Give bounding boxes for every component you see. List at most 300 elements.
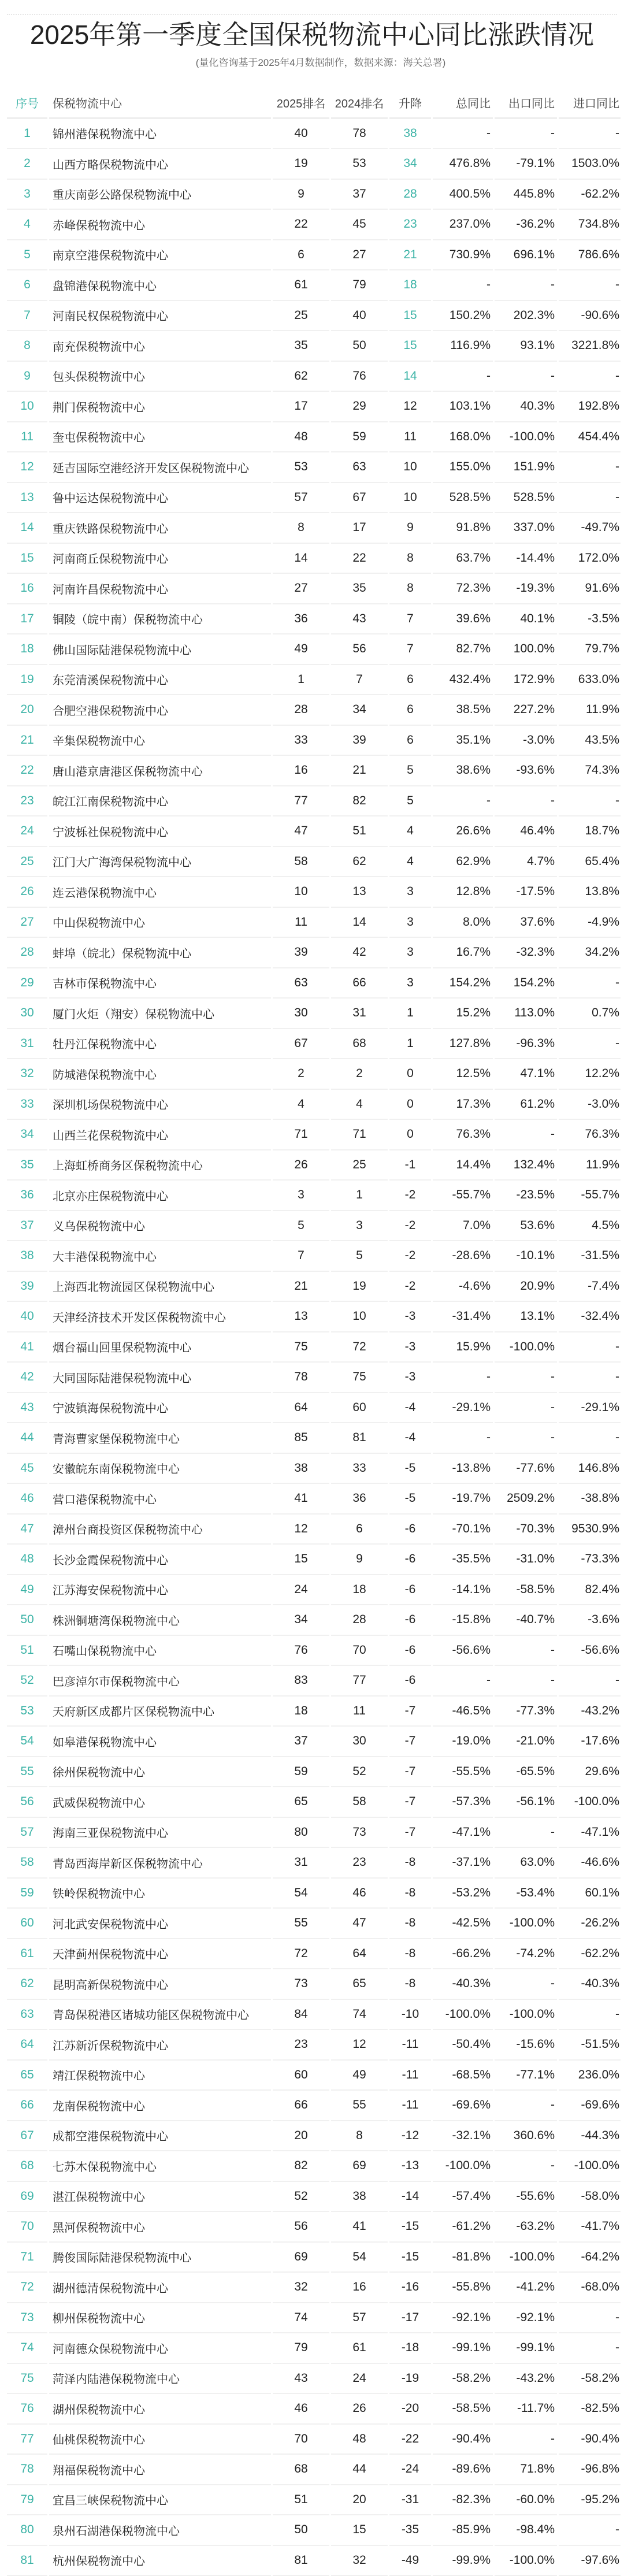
export-yoy-cell: 2509.2%: [495, 1484, 557, 1515]
table-row: [7, 1302, 621, 1332]
seq-cell: 38: [7, 1241, 47, 1272]
change-cell: 6: [389, 665, 431, 696]
rank-2024-cell: 10: [331, 1302, 388, 1332]
export-yoy-cell: -: [495, 2425, 557, 2455]
name-cell: 重庆铁路保税物流中心: [49, 513, 271, 544]
name-cell: 安徽皖东南保税物流中心: [49, 1454, 271, 1484]
total-yoy-cell: -46.5%: [433, 1697, 493, 1727]
ranking-table: [7, 88, 621, 2576]
rank-2025-cell: 12: [273, 1515, 329, 1545]
name-cell: 东莞清溪保税物流中心: [49, 665, 271, 696]
seq-cell: 12: [7, 452, 47, 483]
rank-2025-cell: 82: [273, 2151, 329, 2182]
rank-2025-cell: 31: [273, 1848, 329, 1879]
total-yoy-cell: 63.7%: [433, 544, 493, 574]
seq-cell: 23: [7, 786, 47, 817]
import-yoy-cell: -46.6%: [559, 1848, 621, 1879]
change-cell: -13: [389, 2151, 431, 2182]
total-yoy-cell: -: [433, 786, 493, 817]
total-yoy-cell: 15.9%: [433, 1332, 493, 1363]
table-row: [7, 270, 621, 301]
change-cell: -11: [389, 2030, 431, 2061]
rank-2025-cell: 69: [273, 2243, 329, 2273]
import-yoy-cell: 65.4%: [559, 847, 621, 878]
import-yoy-cell: 91.6%: [559, 574, 621, 604]
export-yoy-cell: -36.2%: [495, 210, 557, 240]
import-yoy-cell: -55.7%: [559, 1181, 621, 1211]
rank-2024-cell: 39: [331, 726, 388, 756]
table-row: [7, 2000, 621, 2031]
rank-2025-cell: 38: [273, 1454, 329, 1484]
rank-2025-cell: 72: [273, 1939, 329, 1970]
name-cell: 鲁中运达保税物流中心: [49, 483, 271, 514]
name-cell: 铁岭保税物流中心: [49, 1879, 271, 1909]
rank-2025-cell: 59: [273, 1757, 329, 1788]
rank-2024-cell: 2: [331, 1059, 388, 1090]
import-yoy-cell: -3.6%: [559, 1605, 621, 1636]
rank-2025-cell: 37: [273, 1727, 329, 1757]
total-yoy-cell: -99.1%: [433, 2333, 493, 2364]
import-yoy-cell: -: [559, 2515, 621, 2546]
rank-2024-cell: 72: [331, 1332, 388, 1363]
rank-2025-cell: 2: [273, 1059, 329, 1090]
export-yoy-cell: -58.5%: [495, 1575, 557, 1606]
name-cell: 青岛保税港区诸城功能区保税物流中心: [49, 2000, 271, 2031]
seq-cell: 51: [7, 1636, 47, 1666]
export-yoy-cell: 63.0%: [495, 1848, 557, 1879]
rank-2024-cell: 15: [331, 2515, 388, 2546]
seq-cell: 13: [7, 483, 47, 514]
rank-2024-cell: 47: [331, 1909, 388, 1939]
change-cell: -17: [389, 2303, 431, 2334]
table-row: [7, 1241, 621, 1272]
table-row: [7, 726, 621, 756]
import-yoy-cell: -40.3%: [559, 1969, 621, 2000]
rank-2024-cell: 19: [331, 1272, 388, 1302]
export-yoy-cell: -17.5%: [495, 877, 557, 908]
seq-cell: 35: [7, 1150, 47, 1181]
table-row: [7, 2546, 621, 2576]
name-cell: 仙桃保税物流中心: [49, 2425, 271, 2455]
change-cell: 0: [389, 1059, 431, 1090]
import-yoy-cell: -68.0%: [559, 2273, 621, 2303]
rank-2024-cell: 51: [331, 816, 388, 847]
seq-cell: 50: [7, 1605, 47, 1636]
import-yoy-cell: -: [559, 1363, 621, 1393]
import-yoy-cell: -38.8%: [559, 1484, 621, 1515]
export-yoy-cell: -: [495, 270, 557, 301]
change-cell: 23: [389, 210, 431, 240]
table-row: [7, 2333, 621, 2364]
rank-2025-cell: 75: [273, 1332, 329, 1363]
table-row: [7, 392, 621, 422]
name-cell: 柳州保税物流中心: [49, 2303, 271, 2334]
rank-2024-cell: 29: [331, 392, 388, 422]
name-cell: 防城港保税物流中心: [49, 1059, 271, 1090]
export-yoy-cell: -77.3%: [495, 1697, 557, 1727]
change-cell: 5: [389, 786, 431, 817]
rank-2024-cell: 71: [331, 1120, 388, 1150]
import-yoy-cell: 192.8%: [559, 392, 621, 422]
rank-2024-cell: 58: [331, 1787, 388, 1818]
rank-2024-cell: 78: [331, 119, 388, 150]
rank-2025-cell: 67: [273, 1029, 329, 1060]
rank-2024-cell: 53: [331, 149, 388, 180]
seq-cell: 40: [7, 1302, 47, 1332]
change-cell: -49: [389, 2546, 431, 2576]
seq-cell: 81: [7, 2546, 47, 2576]
import-yoy-cell: 4.5%: [559, 1211, 621, 1242]
name-cell: 上海西北物流园区保税物流中心: [49, 1272, 271, 1302]
import-yoy-cell: -49.7%: [559, 513, 621, 544]
seq-cell: 24: [7, 816, 47, 847]
total-yoy-cell: 150.2%: [433, 301, 493, 332]
rank-2024-cell: 31: [331, 999, 388, 1029]
import-yoy-cell: -47.1%: [559, 1818, 621, 1849]
table-body: [7, 119, 621, 2576]
total-yoy-cell: 14.4%: [433, 1150, 493, 1181]
page-subtitle: (量化咨询基于2025年4月数据制作，数据来源：海关总署): [0, 57, 624, 69]
change-cell: -19: [389, 2364, 431, 2395]
name-cell: 长沙金霞保税物流中心: [49, 1545, 271, 1575]
name-cell: 巴彦淖尔市保税物流中心: [49, 1666, 271, 1697]
total-yoy-cell: -35.5%: [433, 1545, 493, 1575]
name-cell: 牡丹江保税物流中心: [49, 1029, 271, 1060]
rank-2025-cell: 52: [273, 2182, 329, 2213]
export-yoy-cell: -: [495, 1423, 557, 1454]
import-yoy-cell: -: [559, 1666, 621, 1697]
import-yoy-cell: 9530.9%: [559, 1515, 621, 1545]
seq-cell: 37: [7, 1211, 47, 1242]
table-row: [7, 1332, 621, 1363]
export-yoy-cell: -19.3%: [495, 574, 557, 604]
total-yoy-cell: -66.2%: [433, 1939, 493, 1970]
export-yoy-cell: 47.1%: [495, 1059, 557, 1090]
table-row: [7, 1059, 621, 1090]
total-yoy-cell: 237.0%: [433, 210, 493, 240]
table-row: [7, 1575, 621, 1606]
change-cell: -7: [389, 1697, 431, 1727]
rank-2025-cell: 28: [273, 695, 329, 726]
total-yoy-cell: -61.2%: [433, 2212, 493, 2243]
name-cell: 盘锦港保税物流中心: [49, 270, 271, 301]
rank-2024-cell: 43: [331, 604, 388, 635]
table-row: [7, 1393, 621, 1424]
rank-2025-cell: 60: [273, 2061, 329, 2091]
name-cell: 河南德众保税物流中心: [49, 2333, 271, 2364]
change-cell: -7: [389, 1727, 431, 1757]
change-cell: 15: [389, 331, 431, 362]
export-yoy-cell: 696.1%: [495, 240, 557, 271]
header-export-yoy: 出口同比: [495, 88, 557, 119]
total-yoy-cell: 168.0%: [433, 422, 493, 453]
total-yoy-cell: -42.5%: [433, 1909, 493, 1939]
change-cell: -18: [389, 2333, 431, 2364]
seq-cell: 74: [7, 2333, 47, 2364]
table-row: [7, 1697, 621, 1727]
seq-cell: 5: [7, 240, 47, 271]
rank-2025-cell: 43: [273, 2364, 329, 2395]
rank-2025-cell: 17: [273, 392, 329, 422]
import-yoy-cell: -82.5%: [559, 2394, 621, 2425]
export-yoy-cell: 46.4%: [495, 816, 557, 847]
table-row: [7, 877, 621, 908]
export-yoy-cell: -100.0%: [495, 422, 557, 453]
change-cell: -12: [389, 2121, 431, 2152]
rank-2024-cell: 36: [331, 1484, 388, 1515]
name-cell: 大同国际陆港保税物流中心: [49, 1363, 271, 1393]
total-yoy-cell: -70.1%: [433, 1515, 493, 1545]
import-yoy-cell: 82.4%: [559, 1575, 621, 1606]
seq-cell: 1: [7, 119, 47, 150]
seq-cell: 63: [7, 2000, 47, 2031]
seq-cell: 55: [7, 1757, 47, 1788]
total-yoy-cell: -55.7%: [433, 1181, 493, 1211]
change-cell: -2: [389, 1181, 431, 1211]
total-yoy-cell: -50.4%: [433, 2030, 493, 2061]
total-yoy-cell: -: [433, 270, 493, 301]
rank-2024-cell: 63: [331, 452, 388, 483]
table-row: [7, 483, 621, 514]
rank-2025-cell: 26: [273, 1150, 329, 1181]
name-cell: 天津经济技术开发区保税物流中心: [49, 1302, 271, 1332]
rank-2024-cell: 50: [331, 331, 388, 362]
change-cell: -7: [389, 1787, 431, 1818]
export-yoy-cell: -21.0%: [495, 1727, 557, 1757]
export-yoy-cell: 172.9%: [495, 665, 557, 696]
table-row: [7, 1605, 621, 1636]
export-yoy-cell: 61.2%: [495, 1090, 557, 1120]
total-yoy-cell: 72.3%: [433, 574, 493, 604]
name-cell: 深圳机场保税物流中心: [49, 1090, 271, 1120]
import-yoy-cell: 18.7%: [559, 816, 621, 847]
export-yoy-cell: -: [495, 786, 557, 817]
export-yoy-cell: -77.6%: [495, 1454, 557, 1484]
rank-2025-cell: 41: [273, 1484, 329, 1515]
name-cell: 赤峰保税物流中心: [49, 210, 271, 240]
change-cell: 1: [389, 1029, 431, 1060]
rank-2025-cell: 16: [273, 756, 329, 786]
rank-2025-cell: 32: [273, 2273, 329, 2303]
rank-2024-cell: 45: [331, 210, 388, 240]
rank-2024-cell: 46: [331, 1879, 388, 1909]
rank-2024-cell: 27: [331, 240, 388, 271]
rank-2024-cell: 4: [331, 1090, 388, 1120]
export-yoy-cell: -98.4%: [495, 2515, 557, 2546]
rank-2025-cell: 66: [273, 2091, 329, 2121]
rank-2025-cell: 11: [273, 908, 329, 938]
rank-2024-cell: 7: [331, 665, 388, 696]
export-yoy-cell: -11.7%: [495, 2394, 557, 2425]
export-yoy-cell: 53.6%: [495, 1211, 557, 1242]
rank-2024-cell: 18: [331, 1575, 388, 1606]
change-cell: 0: [389, 1120, 431, 1150]
change-cell: -6: [389, 1575, 431, 1606]
name-cell: 宜昌三峡保税物流中心: [49, 2485, 271, 2516]
export-yoy-cell: -3.0%: [495, 726, 557, 756]
seq-cell: 72: [7, 2273, 47, 2303]
header-seq: 序号: [7, 88, 47, 119]
import-yoy-cell: -17.6%: [559, 1727, 621, 1757]
total-yoy-cell: -28.6%: [433, 1241, 493, 1272]
change-cell: 28: [389, 180, 431, 210]
change-cell: -8: [389, 1939, 431, 1970]
export-yoy-cell: 13.1%: [495, 1302, 557, 1332]
seq-cell: 14: [7, 513, 47, 544]
table-row: [7, 756, 621, 786]
rank-2024-cell: 41: [331, 2212, 388, 2243]
seq-cell: 59: [7, 1879, 47, 1909]
export-yoy-cell: 337.0%: [495, 513, 557, 544]
name-cell: 义乌保税物流中心: [49, 1211, 271, 1242]
export-yoy-cell: -100.0%: [495, 1909, 557, 1939]
name-cell: 山西方略保税物流中心: [49, 149, 271, 180]
rank-2025-cell: 7: [273, 1241, 329, 1272]
table-row: [7, 2182, 621, 2213]
total-yoy-cell: 103.1%: [433, 392, 493, 422]
rank-2025-cell: 19: [273, 149, 329, 180]
name-cell: 龙南保税物流中心: [49, 2091, 271, 2121]
rank-2025-cell: 70: [273, 2425, 329, 2455]
rank-2025-cell: 76: [273, 1636, 329, 1666]
table-row: [7, 1545, 621, 1575]
total-yoy-cell: -81.8%: [433, 2243, 493, 2273]
export-yoy-cell: 113.0%: [495, 999, 557, 1029]
seq-cell: 27: [7, 908, 47, 938]
seq-cell: 19: [7, 665, 47, 696]
table-row: [7, 1757, 621, 1788]
change-cell: -31: [389, 2485, 431, 2516]
name-cell: 杭州保税物流中心: [49, 2546, 271, 2576]
seq-cell: 16: [7, 574, 47, 604]
seq-cell: 62: [7, 1969, 47, 2000]
name-cell: 江门大广海湾保税物流中心: [49, 847, 271, 878]
total-yoy-cell: 38.6%: [433, 756, 493, 786]
rank-2025-cell: 68: [273, 2455, 329, 2485]
total-yoy-cell: -32.1%: [433, 2121, 493, 2152]
export-yoy-cell: -14.4%: [495, 544, 557, 574]
table-row: [7, 1879, 621, 1909]
change-cell: -7: [389, 1757, 431, 1788]
rank-2024-cell: 22: [331, 544, 388, 574]
table-row: [7, 362, 621, 392]
seq-cell: 54: [7, 1727, 47, 1757]
export-yoy-cell: -31.0%: [495, 1545, 557, 1575]
name-cell: 武威保税物流中心: [49, 1787, 271, 1818]
total-yoy-cell: -100.0%: [433, 2000, 493, 2031]
table-row: [7, 1423, 621, 1454]
seq-cell: 9: [7, 362, 47, 392]
total-yoy-cell: -53.2%: [433, 1879, 493, 1909]
import-yoy-cell: 11.9%: [559, 1150, 621, 1181]
import-yoy-cell: -: [559, 2333, 621, 2364]
total-yoy-cell: -19.0%: [433, 1727, 493, 1757]
export-yoy-cell: 445.8%: [495, 180, 557, 210]
table-row: [7, 1150, 621, 1181]
rank-2025-cell: 27: [273, 574, 329, 604]
import-yoy-cell: 1503.0%: [559, 149, 621, 180]
import-yoy-cell: -: [559, 452, 621, 483]
rank-2024-cell: 81: [331, 1423, 388, 1454]
change-cell: 3: [389, 877, 431, 908]
total-yoy-cell: -90.4%: [433, 2425, 493, 2455]
table-row: [7, 786, 621, 817]
name-cell: 皖江江南保税物流中心: [49, 786, 271, 817]
seq-cell: 60: [7, 1909, 47, 1939]
import-yoy-cell: 76.3%: [559, 1120, 621, 1150]
table-row: [7, 2030, 621, 2061]
seq-cell: 25: [7, 847, 47, 878]
total-yoy-cell: -40.3%: [433, 1969, 493, 2000]
seq-cell: 61: [7, 1939, 47, 1970]
change-cell: 8: [389, 574, 431, 604]
export-yoy-cell: 360.6%: [495, 2121, 557, 2152]
rank-2024-cell: 1: [331, 1181, 388, 1211]
table-row: [7, 2394, 621, 2425]
name-cell: 南京空港保税物流中心: [49, 240, 271, 271]
change-cell: -4: [389, 1393, 431, 1424]
change-cell: 21: [389, 240, 431, 271]
table-row: [7, 1787, 621, 1818]
export-yoy-cell: -65.5%: [495, 1757, 557, 1788]
export-yoy-cell: -23.5%: [495, 1181, 557, 1211]
import-yoy-cell: -56.6%: [559, 1636, 621, 1666]
table-row: [7, 1818, 621, 1849]
export-yoy-cell: -96.3%: [495, 1029, 557, 1060]
rank-2025-cell: 79: [273, 2333, 329, 2364]
export-yoy-cell: -10.1%: [495, 1241, 557, 1272]
table-row: [7, 1515, 621, 1545]
export-yoy-cell: -32.3%: [495, 938, 557, 968]
table-row: [7, 695, 621, 726]
rank-2025-cell: 3: [273, 1181, 329, 1211]
rank-2024-cell: 82: [331, 786, 388, 817]
table-row: [7, 1939, 621, 1970]
table-row: [7, 2212, 621, 2243]
rank-2025-cell: 64: [273, 1393, 329, 1424]
header-import-yoy: 进口同比: [559, 88, 621, 119]
seq-cell: 6: [7, 270, 47, 301]
name-cell: 厦门火炬（翔安）保税物流中心: [49, 999, 271, 1029]
rank-2024-cell: 77: [331, 1666, 388, 1697]
rank-2024-cell: 11: [331, 1697, 388, 1727]
import-yoy-cell: -51.5%: [559, 2030, 621, 2061]
import-yoy-cell: -58.2%: [559, 2364, 621, 2395]
total-yoy-cell: 62.9%: [433, 847, 493, 878]
import-yoy-cell: -: [559, 2000, 621, 2031]
table-row: [7, 1727, 621, 1757]
rank-2024-cell: 16: [331, 2273, 388, 2303]
rank-2024-cell: 25: [331, 1150, 388, 1181]
rank-2025-cell: 13: [273, 1302, 329, 1332]
name-cell: 石嘴山保税物流中心: [49, 1636, 271, 1666]
seq-cell: 47: [7, 1515, 47, 1545]
rank-2024-cell: 24: [331, 2364, 388, 2395]
import-yoy-cell: -64.2%: [559, 2243, 621, 2273]
change-cell: 4: [389, 816, 431, 847]
total-yoy-cell: 127.8%: [433, 1029, 493, 1060]
export-yoy-cell: -74.2%: [495, 1939, 557, 1970]
export-yoy-cell: -: [495, 2151, 557, 2182]
seq-cell: 36: [7, 1181, 47, 1211]
table-header: [7, 88, 621, 119]
rank-2024-cell: 30: [331, 1727, 388, 1757]
export-yoy-cell: 154.2%: [495, 968, 557, 999]
name-cell: 合肥空港保税物流中心: [49, 695, 271, 726]
rank-2024-cell: 9: [331, 1545, 388, 1575]
name-cell: 泉州石湖港保税物流中心: [49, 2515, 271, 2546]
export-yoy-cell: -93.6%: [495, 756, 557, 786]
